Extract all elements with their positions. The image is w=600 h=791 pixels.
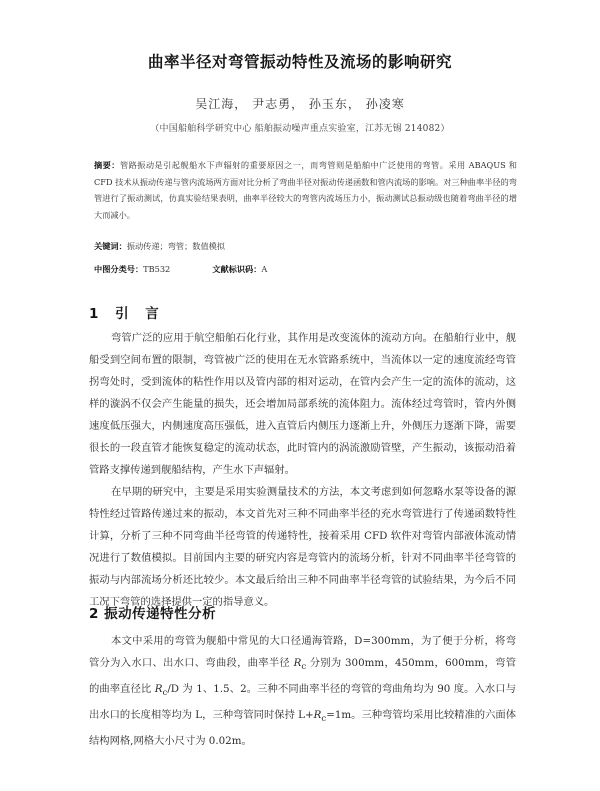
classification-line bbox=[94, 264, 517, 275]
para3-text-a: 本文中采用的弯管为舰船中常见的大口径通海管路，D=300mm，为了便于分析，将弯管分为入水口、出水口、弯曲段，曲率半径 bbox=[89, 635, 516, 669]
para3-text-b: 分别为 300mm，450mm，600mm，弯管的曲率直径比 bbox=[89, 657, 516, 696]
doc-code-label: 文献标识码： bbox=[212, 264, 262, 274]
author-affiliation: （中国船舶科学研究中心 船舶振动噪声重点实验室，江苏无锡 214082） bbox=[150, 124, 450, 134]
radius-subscript: c bbox=[301, 662, 307, 673]
intro-paragraph-1: 弯管广泛的应用于航空船舶石化行业，其作用是改变流体的流动方向。在船舶行业中，舰船受到空间布置的限制，弯管被广泛的使用在无水管路系统中，当流体以一定的速度流经弯管拐弯处时，受到流体的粘性作用以及管内部的相对运动，在管内会产生一定的流体的流动，这样的漩涡不仅会产生能量的损失，还会增加局部系统的流体阻力。流体经过弯管时，管内外侧速度低压强大，内侧速度高压强低，进入直管后内侧压力逐渐上升，外侧压力逐渐下降，需要很长的一段直管才能恢复稳定的流动状态，此时管内的涡流激励管壁，产生振动，该振动沿着管路支撑传递到舰船结构，产生水下声辐射。 bbox=[89, 332, 516, 476]
radius-symbol: R bbox=[293, 657, 302, 669]
author-list: 吴江海， 尹志勇， 孙玉东， 孙凌寒 bbox=[195, 97, 405, 111]
clc-value: TB532 bbox=[143, 264, 171, 274]
keywords-label: 关键词： bbox=[94, 241, 127, 251]
radius-subscript: c bbox=[162, 688, 168, 699]
radius-symbol: R bbox=[154, 683, 163, 696]
intro-paragraph-2: 在早期的研究中，主要是采用实验测量技术的方法，本文考虑到如何忽略水泵等设备的源特性经过管路传递过来的振动，本文首先对三种不同曲率半径的充水弯管进行了传递函数特性计算，分析了三种不同弯曲半径弯管的传递特性，接着采用 CFD 软件对弯管内部液体流动情况进行了数值模拟。目前国内主要的研究内容是弯管内的流场分析，针对不同曲率半径弯管的振动与内部流场分析还比较少。本文最后给出三种不同曲率半径弯管的试验结果，为今后不同工况下弯管的选择提供一定的指导意义。 bbox=[89, 486, 516, 608]
radius-subscript: c bbox=[321, 714, 327, 725]
section-heading-introduction: 1 引 言 bbox=[89, 306, 165, 322]
abstract-text: 管路振动是引起舰船水下声辐射的重要原因之一，而弯管则是船舶中广泛使用的弯管。采用 ABAQUS 和 CFD 技术从振动传递与管内流场两方面对比分析了弯曲半径对振动传递函数和管内流场的影响。对三种曲率半径的弯管进行了振动测试，仿真实验结果表明，曲率半径较大的弯管内流场压力小，振动测试总振动级也随着弯曲半径的增大而减小。 bbox=[94, 160, 517, 220]
keywords bbox=[94, 241, 517, 252]
paper-title: 曲率半径对弯管振动特性及流场的影响研究 bbox=[147, 53, 452, 71]
doc-code-value: A bbox=[261, 264, 268, 274]
radius-symbol: R bbox=[313, 709, 322, 722]
section2-paragraph-1 bbox=[89, 630, 516, 752]
clc-label: 中图分类号： bbox=[94, 264, 144, 274]
para3-text-d: =1m。三种弯管均采用比较精准的六面体结构网格,网格大小尺寸为 0.02m。 bbox=[89, 709, 516, 748]
abstract bbox=[94, 157, 517, 223]
abstract-label: 摘要： bbox=[94, 160, 120, 170]
keywords-text: 振动传递；弯管；数值模拟 bbox=[126, 241, 226, 251]
para3-text-c: /D 为 1、1.5、2。三种不同曲率半径的弯管的弯曲角均为 90 度。入水口与出水口的长度相等均为 L，三种弯管同时保持 L+ bbox=[89, 683, 516, 722]
section-heading-vibration-transfer: 2 振动传递特性分析 bbox=[89, 606, 217, 622]
